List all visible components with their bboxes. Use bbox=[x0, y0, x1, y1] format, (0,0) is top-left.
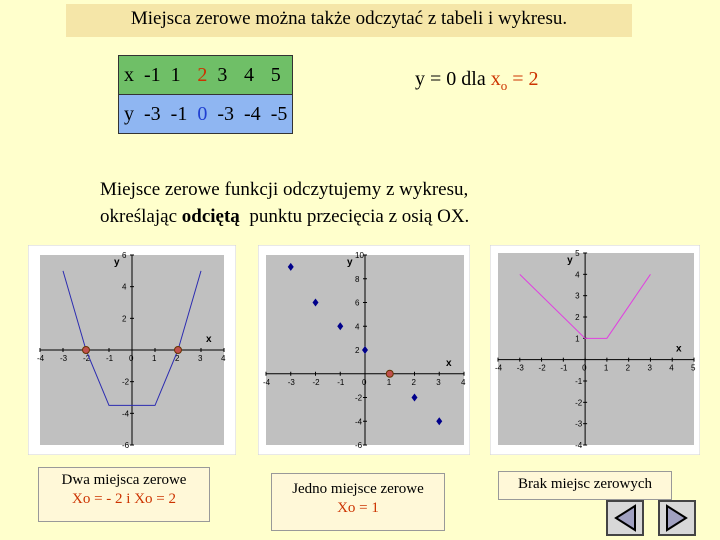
y-tick-label: 5 bbox=[575, 249, 580, 258]
description-line-1: Miejsce zerowe funkcji odczytujemy z wykresu, bbox=[100, 179, 469, 200]
triangle-right-icon bbox=[660, 502, 694, 534]
caption-2-line-1: Jedno miejsce zerowe bbox=[292, 481, 424, 497]
y-tick-label: -2 bbox=[575, 398, 583, 408]
zero-point bbox=[175, 347, 182, 354]
zero-equation bbox=[415, 68, 539, 94]
x-tick-label: -1 bbox=[337, 377, 345, 387]
x-tick-label: 4 bbox=[669, 363, 674, 373]
y-tick-label: 6 bbox=[355, 298, 360, 308]
x-axis-label: x bbox=[206, 334, 212, 345]
x-tick-label: -3 bbox=[516, 363, 524, 373]
x-tick-label: -3 bbox=[287, 377, 295, 387]
x-tick-label: -2 bbox=[312, 377, 320, 387]
y-tick-label: 6 bbox=[122, 251, 127, 260]
y-axis-label: y bbox=[567, 255, 573, 266]
equation-x bbox=[490, 68, 539, 93]
y-tick-label: 8 bbox=[355, 274, 360, 284]
description-line-2 bbox=[100, 203, 620, 230]
table-row-y bbox=[119, 95, 293, 134]
caption-one-zero bbox=[271, 473, 445, 531]
y-tick-label: -3 bbox=[575, 419, 583, 429]
description-end: punktu przecięcia z osią OX. bbox=[239, 206, 470, 227]
x-tick-label: 3 bbox=[647, 363, 652, 373]
y-tick-label: 4 bbox=[355, 322, 360, 332]
table-x-cell: 1 bbox=[166, 56, 193, 95]
y-tick-label: 2 bbox=[575, 313, 580, 322]
y-tick-label: -4 bbox=[575, 441, 583, 450]
triangle-left-icon bbox=[608, 502, 642, 534]
x-tick-label: 3 bbox=[436, 377, 441, 387]
x-tick-label: -3 bbox=[60, 354, 68, 363]
x-tick-label: 4 bbox=[221, 354, 226, 363]
equation-suffix: = 2 bbox=[507, 68, 539, 90]
graph-1 bbox=[28, 245, 236, 455]
y-tick-label: 4 bbox=[575, 270, 580, 280]
y-tick-label: 2 bbox=[355, 346, 360, 355]
caption-1-line-1: Dwa miejsca zerowe bbox=[61, 472, 187, 488]
graph-3-svg bbox=[490, 245, 700, 455]
x-tick-label: -2 bbox=[538, 363, 546, 373]
x-tick-label: -1 bbox=[106, 354, 114, 363]
caption-2-line-2: Xo = 1 bbox=[337, 500, 379, 516]
y-tick-label: 2 bbox=[122, 314, 127, 324]
x-tick-label: 0 bbox=[362, 377, 367, 387]
zero-point bbox=[83, 347, 90, 354]
caption-two-zeros bbox=[38, 467, 210, 522]
table-x-cell: -1 bbox=[139, 56, 166, 95]
x-tick-label: 1 bbox=[152, 354, 157, 363]
graph-2 bbox=[258, 245, 470, 455]
table-x-cell: 5 bbox=[266, 56, 293, 95]
graph-3 bbox=[490, 245, 700, 455]
y-tick-label: -6 bbox=[122, 441, 130, 450]
table-y-cell: -3 bbox=[139, 95, 166, 134]
table-y-cell: -1 bbox=[166, 95, 193, 134]
y-tick-label: -4 bbox=[122, 409, 130, 419]
caption-no-zeros bbox=[498, 471, 672, 500]
zero-point bbox=[386, 370, 393, 377]
x-axis-label: x bbox=[676, 343, 682, 355]
table-y-label: y bbox=[119, 95, 140, 134]
table-x-label: x bbox=[119, 56, 140, 95]
equation-subscript: o bbox=[500, 78, 508, 93]
x-tick-label: 0 bbox=[582, 363, 587, 373]
equation-prefix: y = 0 dla bbox=[415, 68, 491, 90]
y-tick-label: -2 bbox=[355, 393, 363, 403]
description-start: określając bbox=[100, 206, 182, 227]
x-tick-label: 4 bbox=[461, 377, 466, 387]
x-tick-label: 1 bbox=[386, 377, 392, 387]
x-tick-label: -4 bbox=[37, 354, 45, 363]
x-tick-label: 3 bbox=[198, 354, 203, 363]
x-tick-label: 0 bbox=[129, 354, 134, 363]
y-tick-label: -2 bbox=[122, 377, 130, 387]
table-y-cell: -3 bbox=[212, 95, 239, 134]
x-tick-label: 5 bbox=[691, 363, 696, 373]
values-table bbox=[118, 55, 293, 134]
y-tick-label: -4 bbox=[355, 417, 363, 427]
caption-3-text: Brak miejsc zerowych bbox=[517, 476, 653, 492]
next-slide-button[interactable] bbox=[658, 500, 696, 536]
prev-slide-button[interactable] bbox=[606, 500, 644, 536]
y-tick-label: -6 bbox=[355, 441, 363, 450]
x-tick-label: 2 bbox=[175, 354, 180, 363]
x-axis-label: x bbox=[446, 357, 452, 369]
table-x-cell: 2 bbox=[192, 56, 212, 95]
x-tick-label: -4 bbox=[495, 363, 503, 373]
table-y-cell: -4 bbox=[239, 95, 266, 134]
y-tick-label: 4 bbox=[122, 282, 127, 292]
equation-x-var: x bbox=[490, 68, 501, 90]
y-tick-label: 10 bbox=[355, 251, 364, 260]
x-tick-label: -2 bbox=[83, 354, 91, 363]
y-axis-label: y bbox=[347, 257, 353, 268]
y-tick-label: 3 bbox=[575, 291, 580, 301]
x-tick-label: -4 bbox=[263, 377, 271, 387]
slide-title: Miejsca zerowe można także odczytać z tabeli i wykresu. bbox=[66, 4, 632, 37]
table-row-x bbox=[119, 56, 293, 95]
y-tick-label: 1 bbox=[575, 334, 580, 344]
y-axis-label: y bbox=[114, 257, 120, 268]
table-x-cell: 3 bbox=[212, 56, 239, 95]
caption-1-line-2: Xo = - 2 i Xo = 2 bbox=[72, 491, 176, 507]
table-y-cell: -5 bbox=[266, 95, 293, 134]
graph-2-svg bbox=[258, 245, 470, 455]
x-tick-label: 2 bbox=[411, 377, 416, 387]
description bbox=[100, 176, 620, 230]
y-tick-label: -1 bbox=[575, 377, 583, 386]
x-tick-label: -1 bbox=[560, 363, 568, 373]
graph-1-svg bbox=[28, 245, 236, 455]
x-tick-label: 2 bbox=[625, 363, 631, 373]
table-y-cell: 0 bbox=[192, 95, 212, 134]
table-x-cell: 4 bbox=[239, 56, 266, 95]
description-bold: odciętą bbox=[181, 206, 240, 227]
x-tick-label: 1 bbox=[603, 363, 609, 373]
